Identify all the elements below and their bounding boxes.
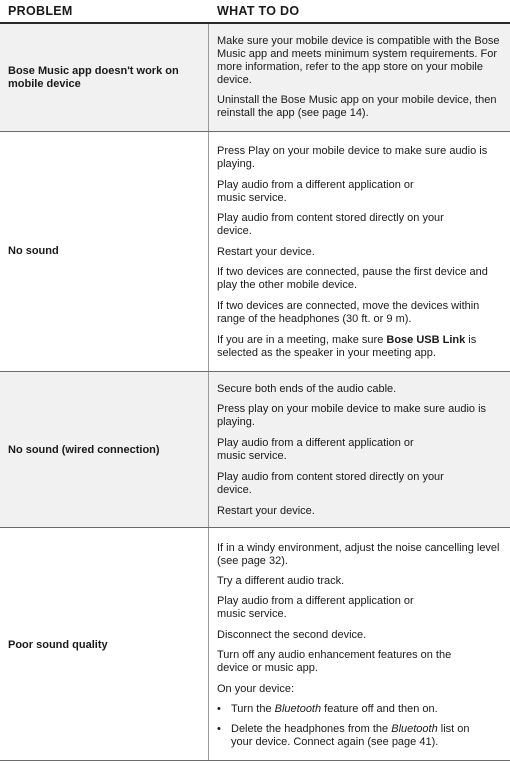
solution-text: Press play on your mobile device to make sure audio is playing. — [217, 403, 487, 428]
solution-text: Try a different audio track. — [217, 575, 345, 587]
problem-label: Poor sound quality — [8, 639, 108, 651]
solution-text: Restart your device. — [217, 246, 315, 258]
solution-text: If two devices are connected, pause the first device and play the other mobile device. — [217, 266, 488, 291]
solution-text: If two devices are connected, move the devices within range of the headphones (30 ft. or 9 m). — [217, 300, 480, 325]
bullet-item: Delete the headphones from the Bluetooth list on your device. Connect again (see page 41). — [231, 723, 470, 748]
table-row — [0, 24, 510, 132]
solution-text: Make sure your mobile device is compatible with the Bose Music app and meets minimum system requirements. For more information, refer to the app store on your mobile device. — [217, 35, 500, 86]
bullet-item: Turn the Bluetooth feature off and then on. — [231, 703, 438, 715]
solution-text: If you are in a meeting, make sure Bose USB Link is selected as the speaker in your meeting app. — [217, 334, 477, 359]
bullet-marker: • — [217, 723, 221, 735]
solution-text: Play audio from a different application or music service. — [217, 437, 414, 462]
table-row — [0, 528, 510, 761]
header-problem: PROBLEM — [8, 4, 73, 18]
header-what-to-do: WHAT TO DO — [217, 4, 300, 18]
solution-text: Restart your device. — [217, 505, 315, 517]
solution-text: Play audio from content stored directly on your device. — [217, 212, 444, 237]
table-header — [0, 0, 510, 24]
solution-text: Play audio from content stored directly on your device. — [217, 471, 444, 496]
solution-text: Uninstall the Bose Music app on your mobile device, then reinstall the app (see page 14). — [217, 94, 497, 119]
table-row — [0, 372, 510, 528]
solution-text: Play audio from a different application or music service. — [217, 179, 414, 204]
solution-text: Turn off any audio enhancement features on the device or music app. — [217, 649, 452, 674]
solution-text: Press Play on your mobile device to make sure audio is playing. — [217, 145, 488, 170]
problem-label: No sound (wired connection) — [8, 444, 160, 456]
solution-text: Secure both ends of the audio cable. — [217, 383, 397, 395]
solution-text: Disconnect the second device. — [217, 629, 367, 641]
problem-label: No sound — [8, 245, 59, 257]
table-row — [0, 132, 510, 372]
problem-label: Bose Music app doesn't work on mobile device — [8, 65, 179, 90]
bose-usb-link-label: Bose USB Link — [386, 334, 466, 346]
solution-text: On your device: — [217, 683, 295, 695]
bullet-marker: • — [217, 703, 221, 715]
solution-text: Play audio from a different application or music service. — [217, 595, 414, 620]
solution-text: If in a windy environment, adjust the noise cancelling level (see page 32). — [217, 542, 500, 567]
